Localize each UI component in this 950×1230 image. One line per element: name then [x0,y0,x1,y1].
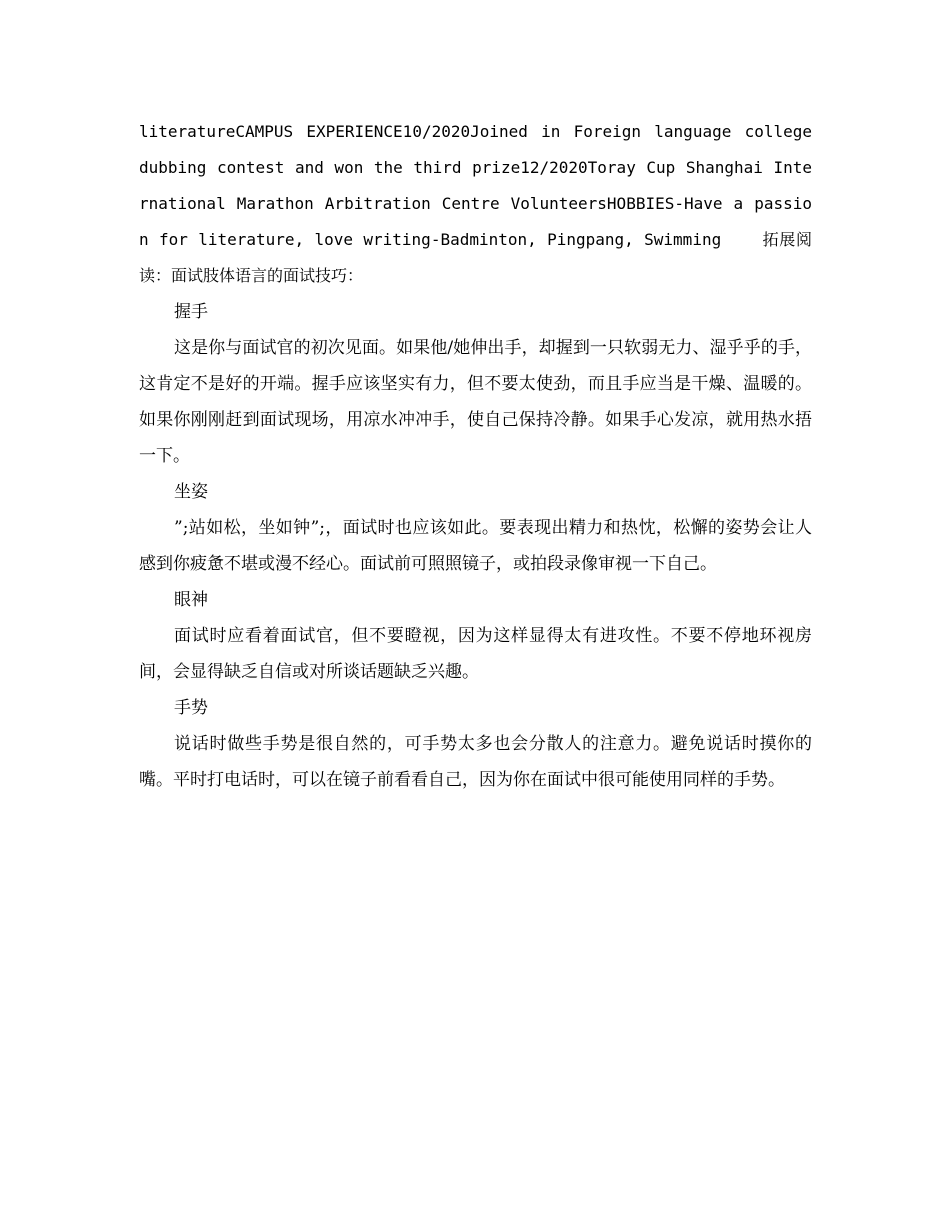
section-heading-handshake: 握手 [174,302,208,322]
section-body-handshake: 这是你与面试官的初次见面。如果他/她伸出手，却握到一只软弱无力、湿乎乎的手，这肯定不是好的开端。握手应该坚实有力，但不要太使劲，而且手应当是干燥、温暖的。如果你刚刚赶到面试现场，用凉水冲冲手，使自己保持冷静。如果手心发凉，就用热水捂一下。 [139,338,812,466]
section-body-gestures: 说话时做些手势是很自然的，可手势太多也会分散人的注意力。避免说话时摸你的嘴。平时打电话时，可以在镜子前看看自己，因为你在面试中很可能使用同样的手势。 [139,734,812,790]
section-handshake [139,294,812,474]
intro-latin-text: literatureCAMPUS EXPERIENCE10/2020Joined in Foreign language college dubbing contest and won the third prize12/2020Toray Cup Shanghai International Marathon Arbitration Centre VolunteersHOBBIES-Have a passion for literature, love writing-Badminton, Pingpang, Swimming [139,122,812,249]
document-page [139,114,812,798]
section-heading-gestures: 手势 [174,698,208,718]
section-heading-eye-contact: 眼神 [174,590,208,610]
section-posture [139,474,812,582]
intro-paragraph [139,114,812,294]
section-body-posture: ”;站如松，坐如钟”;，面试时也应该如此。要表现出精力和热忱，松懈的姿势会让人感到你疲惫不堪或漫不经心。面试前可照照镜子，或拍段录像审视一下自己。 [139,518,812,574]
section-heading-posture: 坐姿 [174,482,208,502]
intro-extended-reading-text: 拓展阅读：面试肢体语言的面试技巧： [139,230,812,285]
section-gestures [139,690,812,798]
section-body-eye-contact: 面试时应看着面试官，但不要瞪视，因为这样显得太有进攻性。不要不停地环视房间，会显得缺乏自信或对所谈话题缺乏兴趣。 [139,626,812,682]
section-eye-contact [139,582,812,690]
